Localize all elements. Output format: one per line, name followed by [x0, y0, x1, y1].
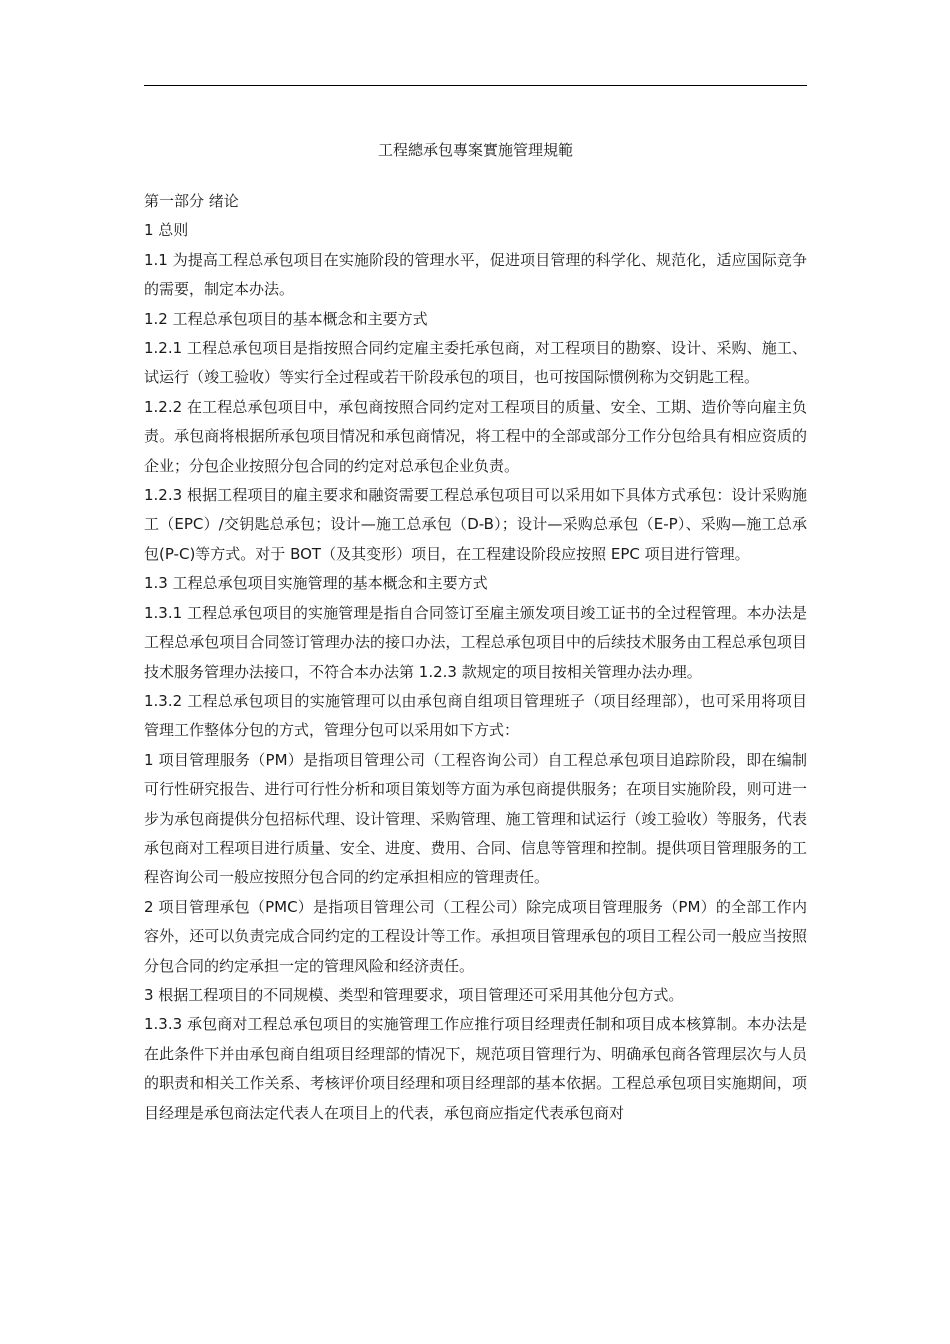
paragraph: 1.2.2 在工程总承包项目中，承包商按照合同约定对工程项目的质量、安全、工期、造价等向雇主负责。承包商将根据所承包项目情况和承包商情况，将工程中的全部或部分工作分包给具有相应资质的企业；分包企业按照分包合同的约定对总承包企业负责。: [144, 397, 807, 475]
document-body: [144, 187, 807, 1128]
paragraph: 1.3.3 承包商对工程总承包项目的实施管理工作应推行项目经理责任制和项目成本核算制。本办法是在此条件下并由承包商自组项目经理部的情况下，规范项目管理行为、明确承包商各管理层次与人员的职责和相关工作关系、考核评价项目经理和项目经理部的基本依据。工程总承包项目实施期间，项目经理是承包商法定代表人在项目上的代表，承包商应指定代表承包商对: [144, 1015, 807, 1122]
header-rule: [144, 85, 807, 86]
chapter-heading: 1 总则: [144, 221, 189, 240]
list-item: 2 项目管理承包（PMC）是指项目管理公司（工程公司）除完成项目管理服务（PM）的全部工作内容外，还可以负责完成合同约定的工程设计等工作。承担项目管理承包的项目工程公司一般应当按照分包合同的约定承担一定的管理风险和经济责任。: [144, 897, 807, 975]
section-heading: 第一部分 绪论: [144, 192, 239, 210]
paragraph: 1.2.1 工程总承包项目是指按照合同约定雇主委托承包商，对工程项目的勘察、设计、采购、施工、试运行（竣工验收）等实行全过程或若干阶段承包的项目，也可按国际惯例称为交钥匙工程。: [144, 339, 807, 387]
subsection-heading: 1.2 工程总承包项目的基本概念和主要方式: [144, 309, 428, 328]
paragraph: 1.3.1 工程总承包项目的实施管理是指自合同签订至雇主颁发项目竣工证书的全过程管理。本办法是工程总承包项目合同签订管理办法的接口办法，工程总承包项目中的后续技术服务由工程总承包项目技术服务管理办法接口，不符合本办法第 1.2.3 款规定的项目按相关管理办法办理。: [144, 603, 807, 681]
list-item: 3 根据工程项目的不同规模、类型和管理要求，项目管理还可采用其他分包方式。: [144, 985, 684, 1004]
subsection-heading: 1.3 工程总承包项目实施管理的基本概念和主要方式: [144, 574, 488, 593]
paragraph: 1.1 为提高工程总承包项目在实施阶段的管理水平，促进项目管理的科学化、规范化，适应国际竞争的需要，制定本办法。: [144, 250, 807, 299]
paragraph: 1.3.2 工程总承包项目的实施管理可以由承包商自组项目管理班子（项目经理部），也可采用将项目管理工作整体分包的方式，管理分包可以采用如下方式：: [144, 691, 807, 740]
document-title: 工程總承包專案實施管理規範: [377, 141, 573, 159]
paragraph: 1.2.3 根据工程项目的雇主要求和融资需要工程总承包项目可以采用如下具体方式承包：设计采购施工（EPC）/交钥匙总承包；设计—施工总承包（D-B）；设计—采购总承包（E-P）、采购—施工总承包(P-C)等方式。对于 BOT（及其变形）项目，在工程建设阶段应按照 EPC 项目进行管理。: [144, 486, 807, 563]
list-item: 1 项目管理服务（PM）是指项目管理公司（工程咨询公司）自工程总承包项目追踪阶段，即在编制可行性研究报告、进行可行性分析和项目策划等方面为承包商提供服务；在项目实施阶段，则可进一步为承包商提供分包招标代理、设计管理、采购管理、施工管理和试运行（竣工验收）等服务，代表承包商对工程项目进行质量、安全、进度、费用、合同、信息等管理和控制。提供项目管理服务的工程咨询公司一般应按照分包合同的约定承担相应的管理责任。: [144, 750, 807, 887]
